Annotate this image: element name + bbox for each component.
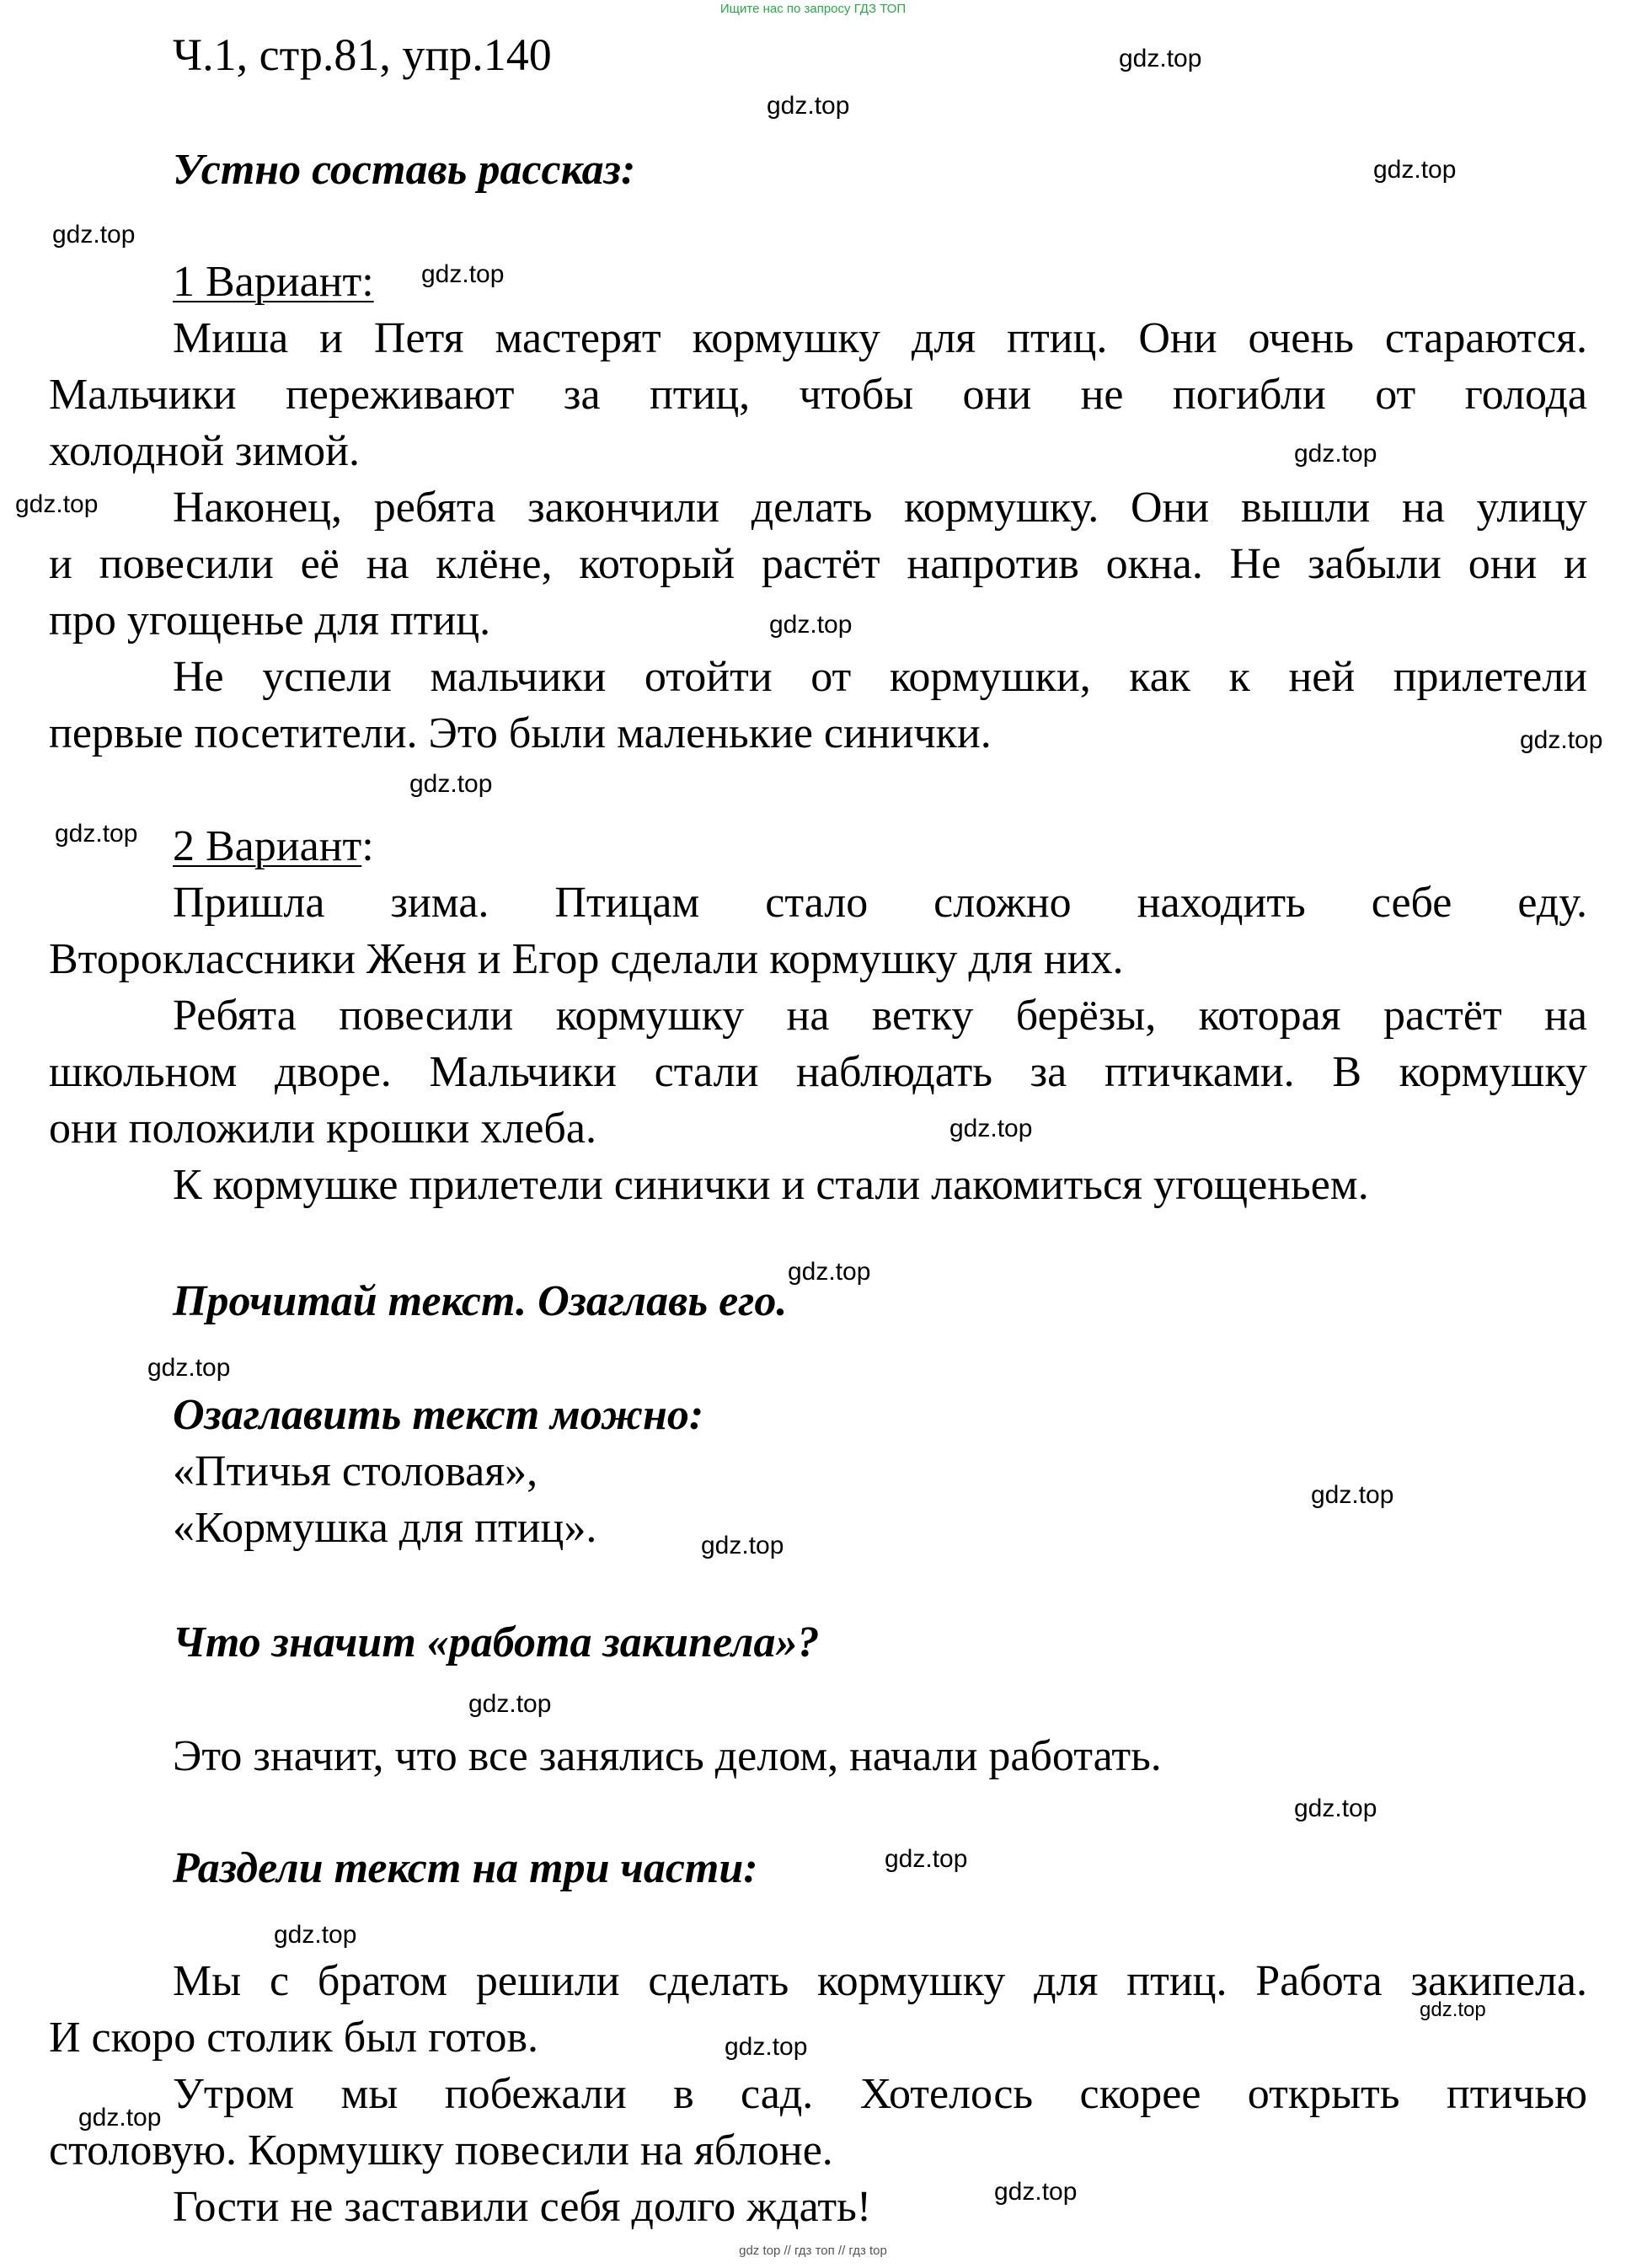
- variant2-line: Ребята повесили кормушку на ветку берёзы, которая растёт на: [173, 992, 1587, 1040]
- watermark: gdz.top: [1420, 1998, 1486, 2021]
- watermark: gdz.top: [701, 1532, 784, 1559]
- variant1-line: Не успели мальчики отойти от кормушки, как к ней прилетели: [173, 653, 1587, 701]
- variant1-label-text: 1 Вариант:: [173, 258, 374, 306]
- watermark: gdz.top: [78, 2104, 162, 2132]
- section-title-story: Устно составь рассказ:: [173, 146, 636, 194]
- variant1-line: холодной зимой.: [49, 427, 361, 475]
- title-option: «Кормушка для птиц».: [173, 1504, 597, 1552]
- watermark: gdz.top: [725, 2033, 808, 2061]
- footer-watermark: gdz top // гдз топ // гдз top: [739, 2244, 887, 2258]
- watermark: gdz.top: [788, 1258, 871, 1286]
- page-header: Ч.1, стр.81, упр.140: [173, 29, 552, 80]
- variant1-line: про угощенье для птиц.: [49, 596, 491, 645]
- watermark: gdz.top: [1373, 156, 1457, 184]
- variant1-line: Миша и Петя мастерят кормушку для птиц. Они очень стараются.: [173, 314, 1587, 362]
- section-title-divide: Раздели текст на три части:: [173, 1844, 758, 1892]
- section-title-meaning: Что значит «работа закипела»?: [173, 1618, 820, 1666]
- watermark: gdz.top: [769, 611, 853, 639]
- divide-line: Утром мы побежали в сад. Хотелось скорее открыть птичью: [173, 2070, 1587, 2118]
- section-subtitle-titles: Озаглавить текст можно:: [173, 1391, 704, 1439]
- watermark: gdz.top: [1119, 45, 1202, 72]
- meaning-answer: Это значит, что все занялись делом, начали работать.: [173, 1732, 1162, 1780]
- variant1-label: [173, 257, 1587, 307]
- variant2-line: К кормушке прилетели синички и стали лакомиться угощеньем.: [173, 1161, 1369, 1209]
- watermark: gdz.top: [274, 1921, 357, 1949]
- variant1-line: Мальчики переживают за птиц, чтобы они не погибли от голода: [49, 371, 1587, 419]
- variant1-line: и повесили её на клёне, который растёт напротив окна. Не забыли они и: [49, 540, 1587, 588]
- variant2-label: [173, 821, 1587, 871]
- watermark: gdz.top: [767, 92, 850, 120]
- variant1-line: Наконец, ребята закончили делать кормушку. Они вышли на улицу: [173, 484, 1587, 532]
- divide-line: Гости не заставили себя долго ждать!: [173, 2183, 872, 2231]
- watermark: gdz.top: [52, 221, 136, 249]
- variant2-label-text: 2 Вариант: [173, 822, 362, 870]
- watermark: gdz.top: [1520, 726, 1603, 754]
- variant1-line: первые посетители. Это были маленькие синички.: [49, 709, 992, 757]
- watermark: gdz.top: [994, 2178, 1078, 2206]
- divide-line: Мы с братом решили сделать кормушку для птиц. Работа закипела.: [173, 1957, 1587, 2005]
- watermark: gdz.top: [409, 770, 493, 798]
- variant2-line: школьном дворе. Мальчики стали наблюдать за птичками. В кормушку: [49, 1048, 1587, 1096]
- watermark: gdz.top: [15, 490, 99, 518]
- divide-line: столовую. Кормушку повесили на яблоне.: [49, 2126, 833, 2174]
- section-title-read: Прочитай текст. Озаглавь его.: [173, 1277, 788, 1325]
- variant2-line: Второклассники Женя и Егор сделали кормушку для них.: [49, 935, 1124, 983]
- watermark: gdz.top: [949, 1115, 1033, 1142]
- watermark: gdz.top: [55, 820, 138, 848]
- variant2-label-colon: :: [361, 822, 374, 870]
- watermark: gdz.top: [1294, 440, 1377, 468]
- title-option: «Птичья столовая»,: [173, 1447, 538, 1495]
- variant2-line: Пришла зима. Птицам стало сложно находить себе еду.: [173, 879, 1587, 927]
- watermark: gdz.top: [1294, 1795, 1377, 1822]
- watermark: gdz.top: [885, 1845, 968, 1873]
- watermark: gdz.top: [147, 1354, 231, 1382]
- variant2-line: они положили крошки хлеба.: [49, 1105, 596, 1153]
- watermark: gdz.top: [421, 260, 505, 288]
- top-banner: Ищите нас по запросу ГДЗ ТОП: [719, 2, 907, 16]
- watermark: gdz.top: [468, 1690, 552, 1718]
- divide-line: И скоро столик был готов.: [49, 2014, 539, 2062]
- watermark: gdz.top: [1311, 1481, 1394, 1509]
